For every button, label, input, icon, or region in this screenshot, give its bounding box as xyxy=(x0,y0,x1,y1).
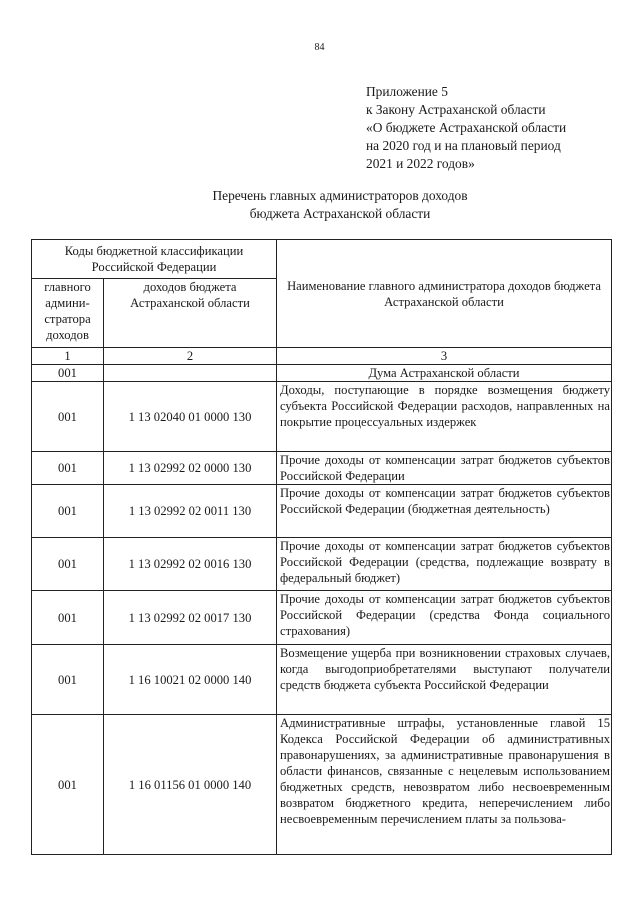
header-main-admin-code: главного админи-стратора доходов xyxy=(32,279,104,348)
admin-code-cell: 001 xyxy=(32,645,104,715)
revenue-name-cell: Доходы, поступающие в порядке возмещения бюджету субъекта Российской Федерации расходов, направленных на покрытие процессуальных издержек xyxy=(277,382,612,452)
appendix-line: «О бюджете Астраханской области xyxy=(366,120,567,135)
revenue-name-cell: Прочие доходы от компенсации затрат бюджетов субъектов Российской Федерации xyxy=(277,452,612,485)
admin-code-cell: 001 xyxy=(32,485,104,538)
revenue-code-cell: 1 13 02992 02 0016 130 xyxy=(104,538,277,591)
document-title-line: бюджета Астраханской области xyxy=(249,206,431,221)
admin-code-cell: 001 xyxy=(32,715,104,855)
revenue-code-cell: 1 13 02992 02 0000 130 xyxy=(104,452,277,485)
table-row xyxy=(32,538,612,591)
revenue-name-cell: Возмещение ущерба при возникновении страховых случаев, когда выгодоприобретателями выступают получатели средств бюджета субъекта Российской Федерации xyxy=(277,645,612,715)
document-title-line: Перечень главных администраторов доходов xyxy=(212,188,468,203)
revenue-name-cell: Прочие доходы от компенсации затрат бюджетов субъектов Российской Федерации (средства, подлежащие возврату в федеральный бюджет) xyxy=(277,538,612,591)
revenue-code-cell: 1 13 02992 02 0011 130 xyxy=(104,485,277,538)
administrators-table xyxy=(31,239,612,855)
appendix-heading xyxy=(366,83,626,173)
table-row xyxy=(32,715,612,855)
table-row xyxy=(32,485,612,538)
column-number: 3 xyxy=(277,348,612,365)
section-admin-code: 001 xyxy=(32,365,104,382)
revenue-name-cell: Административные штрафы, установленные главой 15 Кодекса Российской Федерации об административных правонарушениях, за административные правонарушения в области финансов, связанные с нецелевым использованием бюджетных средств, невозвратом либо несвоевременным возвратом бюджетного кредита, неперечислением либо несвоевременным перечислением платы за пользова- xyxy=(277,715,612,855)
header-revenue-code: доходов бюджета Астраханской области xyxy=(104,279,277,348)
table-row xyxy=(32,645,612,715)
section-admin-name: Дума Астраханской области xyxy=(277,365,612,382)
revenue-name-cell: Прочие доходы от компенсации затрат бюджетов субъектов Российской Федерации (бюджетная деятельность) xyxy=(277,485,612,538)
table-row xyxy=(32,382,612,452)
column-number: 1 xyxy=(32,348,104,365)
admin-code-cell: 001 xyxy=(32,382,104,452)
table-row xyxy=(32,591,612,645)
table-row xyxy=(32,452,612,485)
revenue-code-cell: 1 13 02992 02 0017 130 xyxy=(104,591,277,645)
column-number: 2 xyxy=(104,348,277,365)
appendix-line: 2021 и 2022 годов» xyxy=(366,156,475,171)
section-empty-cell xyxy=(104,365,277,382)
revenue-code-cell: 1 16 01156 01 0000 140 xyxy=(104,715,277,855)
header-classification-codes: Коды бюджетной классификации Российской Федерации xyxy=(32,240,277,279)
page-number: 84 xyxy=(314,42,325,53)
revenue-name-cell: Прочие доходы от компенсации затрат бюджетов субъектов Российской Федерации (средства Фонда социального страхования) xyxy=(277,591,612,645)
revenue-code-cell: 1 16 10021 02 0000 140 xyxy=(104,645,277,715)
appendix-line: Приложение 5 xyxy=(366,84,448,99)
appendix-line: к Закону Астраханской области xyxy=(366,102,546,117)
admin-code-cell: 001 xyxy=(32,538,104,591)
admin-code-cell: 001 xyxy=(32,591,104,645)
revenue-code-cell: 1 13 02040 01 0000 130 xyxy=(104,382,277,452)
admin-code-cell: 001 xyxy=(32,452,104,485)
appendix-line: на 2020 год и на плановый период xyxy=(366,138,561,153)
document-title xyxy=(120,187,560,223)
header-admin-name: Наименование главного администратора доходов бюджета Астраханской области xyxy=(277,240,612,348)
